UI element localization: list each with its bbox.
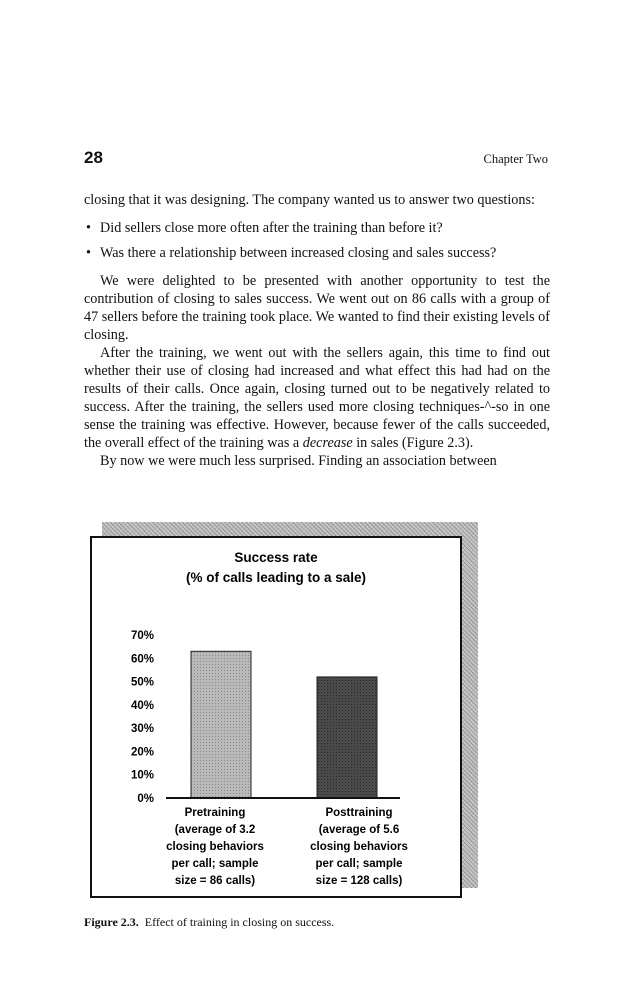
figure-2-3 bbox=[90, 522, 478, 900]
x-category-label: per call; sample bbox=[315, 858, 403, 870]
x-category-label: size = 128 calls) bbox=[315, 875, 403, 887]
figure-caption-text: Effect of training in closing on success. bbox=[144, 915, 335, 929]
x-category-label: closing behaviors bbox=[166, 841, 264, 853]
x-category-label: Pretraining bbox=[184, 807, 246, 819]
list-item: • Was there a relationship between increased closing and sales success? bbox=[84, 244, 550, 262]
figure-caption bbox=[84, 915, 334, 930]
page-number: 28 bbox=[84, 148, 103, 167]
paragraph-3: By now we were much less surprised. Finding an association between bbox=[100, 453, 497, 469]
paragraph-2 bbox=[84, 344, 550, 452]
running-header-chapter: Chapter Two bbox=[483, 152, 548, 166]
emphasis-decrease: decrease bbox=[302, 435, 353, 451]
figure-caption-label: Figure 2.3. bbox=[84, 915, 139, 929]
bar bbox=[191, 651, 251, 798]
chart-title: Success rate bbox=[234, 550, 318, 565]
x-category-label: size = 86 calls) bbox=[174, 875, 256, 887]
y-tick-label: 20% bbox=[130, 746, 154, 759]
intro-paragraph: closing that it was designing. The company wanted us to answer two questions: bbox=[84, 192, 535, 208]
y-tick-label: 70% bbox=[130, 630, 154, 642]
bar-chart bbox=[92, 538, 460, 896]
question-list bbox=[84, 219, 550, 262]
paragraph-1: We were delighted to be presented with another opportunity to test the contribution of closing to sales success. We went out on 86 calls with a group of 47 sellers before the training took place. We wanted to find their existing levels of closing. bbox=[84, 273, 550, 343]
figure-frame bbox=[90, 536, 462, 898]
y-tick-label: 0% bbox=[137, 793, 154, 805]
bar bbox=[317, 677, 377, 798]
paragraph-2-text-a: After the training, we went out with the sellers again, this time to find out whether their use of closing had increased and what effect this had had on the results of their calls. Once again, closing turned out to be negatively related to success. After the training, the sellers used more closing techniques-^-so in one sense the training was effective. However, because fewer of the calls succeeded, the overall effect of the training was a bbox=[84, 345, 550, 451]
x-category-label: closing behaviors bbox=[310, 841, 408, 853]
x-category-label: (average of 5.6 bbox=[318, 824, 400, 836]
y-tick-label: 10% bbox=[130, 769, 154, 782]
y-tick-label: 50% bbox=[130, 676, 154, 689]
y-tick-label: 60% bbox=[130, 653, 154, 666]
list-item: • Did sellers close more often after the training than before it? bbox=[84, 219, 550, 237]
y-tick-label: 30% bbox=[130, 723, 154, 736]
body-text bbox=[84, 191, 550, 470]
chart-subtitle: (% of calls leading to a sale) bbox=[185, 570, 367, 585]
x-category-label: Posttraining bbox=[325, 807, 393, 819]
paragraph-2-text-b: in sales (Figure 2.3). bbox=[352, 435, 474, 451]
x-category-label: per call; sample bbox=[171, 858, 259, 870]
y-tick-label: 40% bbox=[130, 699, 154, 712]
x-category-label: (average of 3.2 bbox=[174, 824, 256, 836]
